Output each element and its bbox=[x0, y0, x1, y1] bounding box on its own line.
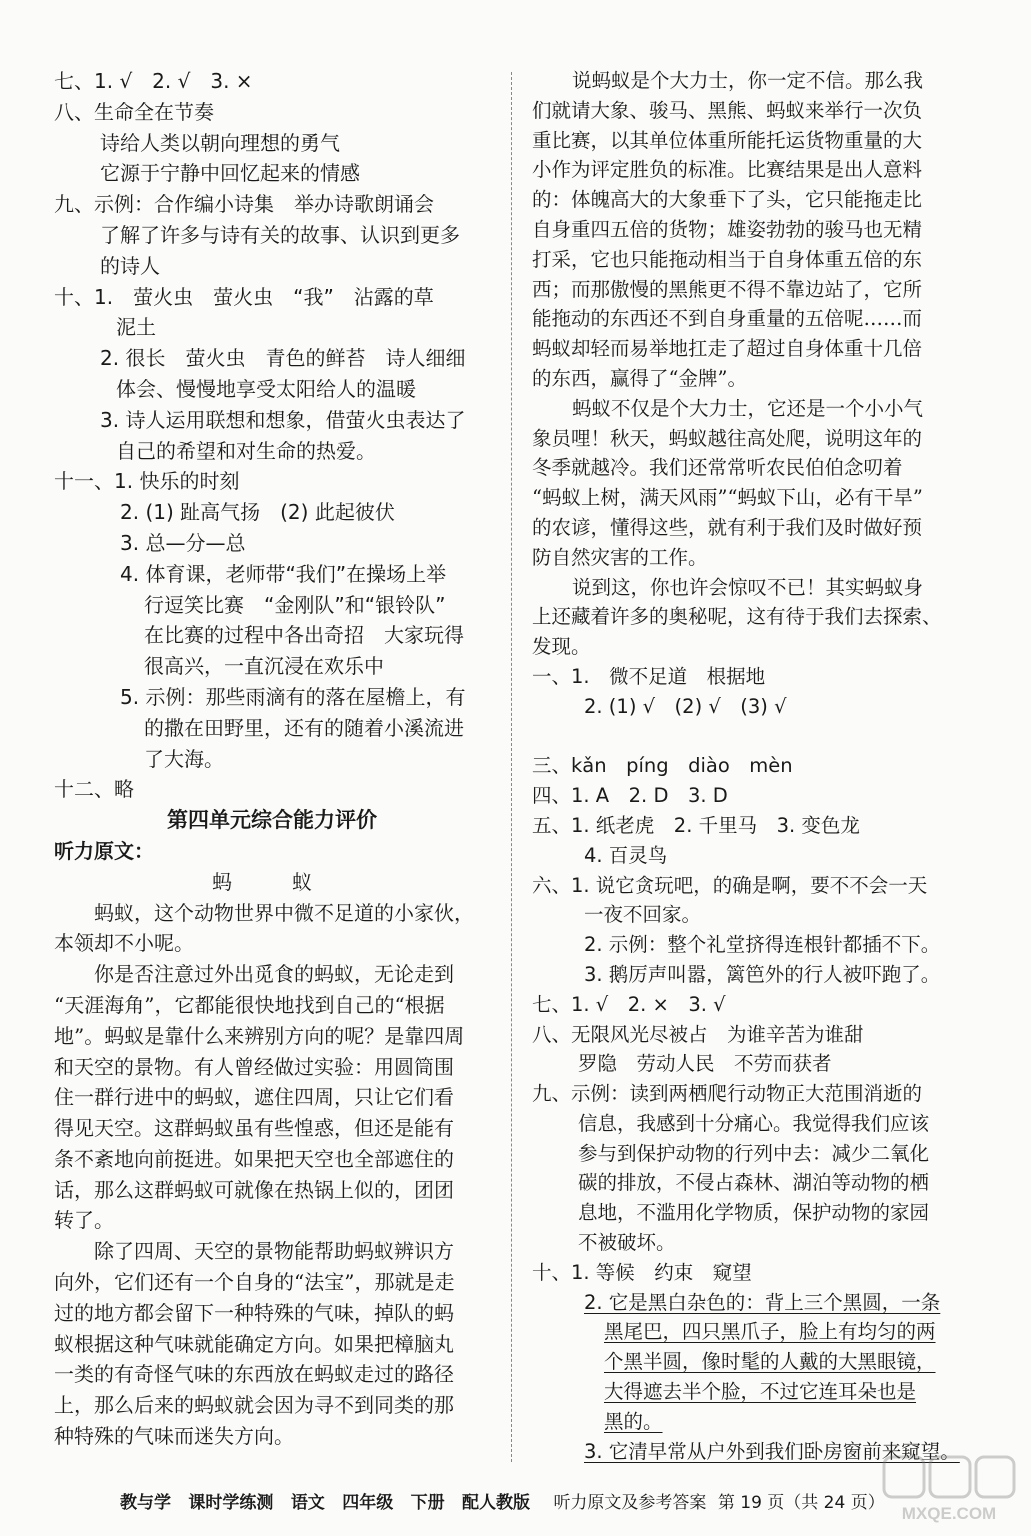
answer-a6-line: 3. 鹅厉声叫嚣，篱笆外的行人被吓跑了。 bbox=[584, 962, 941, 986]
passage-line: 们就请大象、骏马、黑熊、蚂蚁来举行一次负 bbox=[532, 98, 923, 122]
passage-line: 象员哩！秋天，蚂蚁越往高处爬，说明这年的 bbox=[532, 426, 923, 450]
answer-q9-line: 了解了许多与诗有关的故事、认识到更多 bbox=[100, 222, 460, 247]
passage-line: 能拖动的东西还不到自身重量的五倍呢……而 bbox=[532, 307, 923, 331]
passage-line: 蚂蚁不仅是个大力士，它还是一个小小气 bbox=[572, 396, 924, 420]
passage-line: 发现。 bbox=[532, 635, 591, 659]
answer-a10-underlined-line: 黑尾巴，四只黑爪子，脸上有均匀的两 bbox=[604, 1320, 936, 1344]
watermark-shape bbox=[884, 1457, 924, 1497]
passage-line: 防自然灾害的工作。 bbox=[532, 545, 708, 569]
answer-a10-underlined-line: 3. 它清早常从户外到我们卧房窗前来窥望。 bbox=[584, 1439, 960, 1463]
left-column bbox=[54, 66, 490, 1452]
answer-a1-line: 2. (1) √ (2) √ (3) √ bbox=[584, 694, 787, 718]
answer-q10-line: 泥土 bbox=[116, 315, 156, 340]
passage-line: 种特殊的气味而迷失方向。 bbox=[54, 1424, 294, 1449]
page-footer bbox=[120, 1488, 885, 1513]
answer-a10-underlined-line: 大得遮去半个脸，不过它连耳朵也是 bbox=[604, 1380, 917, 1404]
answer-q11-line: 4. 体育课，老师带“我们”在操场上举 bbox=[120, 561, 447, 586]
passage-line: 和天空的景物。有人曾经做过实验：用圆筒围 bbox=[54, 1054, 454, 1079]
answer-a10: 十、1. 等候 约束 窥望 bbox=[532, 1260, 752, 1284]
passage-line: 本领却不小呢。 bbox=[54, 931, 194, 956]
answer-a1: 一、1. 微不足道 根据地 bbox=[532, 664, 766, 688]
answer-a9-line: 信息，我感到十分痛心。我觉得我们应该 bbox=[578, 1111, 930, 1135]
answer-q8-line: 它源于宁静中回忆起来的情感 bbox=[100, 161, 360, 186]
footer-grade: 四年级 bbox=[342, 1493, 394, 1513]
answer-q10-line: 2. 很长 萤火虫 青色的鲜苔 诗人细细 bbox=[100, 346, 466, 371]
right-column bbox=[532, 66, 980, 1466]
passage-line: 打采，它也只能拖动相当于自身体重五倍的东 bbox=[532, 247, 923, 271]
answer-q10-line: 自己的希望和对生命的热爱。 bbox=[116, 438, 376, 463]
passage-line: 西；而那傲慢的黑熊更不得不靠边站了，它所 bbox=[532, 277, 923, 301]
answer-a9-line: 息地，不滥用化学物质，保护动物的家园 bbox=[578, 1201, 930, 1225]
answer-q12: 十二、略 bbox=[54, 777, 134, 802]
passage-line: 上还藏着许多的奥秘呢，这有待于我们去探索、 bbox=[532, 605, 942, 629]
passage-line: 得见天空。这群蚂蚁虽有些惶惑，但还是能有 bbox=[54, 1116, 454, 1141]
answer-q11-line: 在比赛的过程中各出奇招 大家玩得 bbox=[144, 623, 464, 648]
answer-a9-line: 碳的排放，不侵占森林、湖泊等动物的栖 bbox=[578, 1171, 930, 1195]
answer-q10-line: 3. 诗人运用联想和想象，借萤火虫表达了 bbox=[100, 407, 466, 432]
passage-line: 条不紊地向前挺进。如果把天空也全部遮住的 bbox=[54, 1146, 454, 1171]
answer-a9: 九、示例：读到两栖爬行动物正大范围消逝的 bbox=[532, 1082, 923, 1106]
passage-line: 的农谚，懂得这些，就有利于我们及时做好预 bbox=[532, 515, 923, 539]
answer-a7: 七、1. √ 2. × 3. √ bbox=[532, 992, 726, 1016]
footer-edition: 配人教版 bbox=[462, 1493, 531, 1513]
passage-line: 一类的有奇怪气味的东西放在蚂蚁走过的路径 bbox=[54, 1362, 454, 1387]
answer-q11-line: 5. 示例：那些雨滴有的落在屋檐上，有 bbox=[120, 684, 466, 709]
passage-line: 话，那么这群蚂蚁可就像在热锅上似的，团团 bbox=[54, 1177, 454, 1202]
answer-q9: 九、示例：合作编小诗集 举办诗歌朗诵会 bbox=[54, 192, 434, 217]
answer-q11-line: 很高兴，一直沉浸在欢乐中 bbox=[144, 654, 384, 679]
passage-line: 小作为评定胜负的标准。比赛结果是出人意料 bbox=[532, 158, 923, 182]
passage-line: 你是否注意过外出觅食的蚂蚁，无论走到 bbox=[94, 962, 454, 987]
answer-a5-line: 4. 百灵鸟 bbox=[584, 843, 668, 867]
answer-q9-line: 的诗人 bbox=[100, 253, 160, 278]
footer-subject: 语文 bbox=[290, 1493, 325, 1513]
answer-q11-line: 行逗笑比赛 “金刚队”和“银铃队” bbox=[144, 592, 446, 617]
watermark-shape bbox=[930, 1457, 970, 1497]
passage-line: “天涯海角”，它都能很快地找到自己的“根据 bbox=[54, 992, 445, 1017]
answer-a10-underlined-line: 黑的。 bbox=[604, 1409, 663, 1433]
passage-line: “蚂蚁上树，满天风雨”“蚂蚁下山，必有干旱” bbox=[532, 486, 923, 510]
answer-a4: 四、1. A 2. D 3. D bbox=[532, 784, 728, 808]
answer-q7: 七、1. √ 2. √ 3. × bbox=[54, 69, 253, 93]
footer-section: 听力原文及参考答案 bbox=[553, 1493, 707, 1513]
story-title: 蚂 蚁 bbox=[212, 869, 332, 894]
answer-a5: 五、1. 纸老虎 2. 千里马 3. 变色龙 bbox=[532, 813, 860, 837]
passage-line: 的：体魄高大的大象垂下了头，它只能拖走比 bbox=[532, 188, 923, 212]
watermark-shape bbox=[976, 1457, 1014, 1497]
watermark-text: MXQE.COM bbox=[901, 1504, 997, 1523]
passage-line: 蚂蚁，这个动物世界中微不足道的小家伙， bbox=[94, 900, 474, 925]
passage-line: 蚁根据这种气味就能确定方向。如果把樟脑丸 bbox=[54, 1331, 454, 1356]
passage-line: 的东西，赢得了“金牌”。 bbox=[532, 366, 747, 390]
answer-a8: 八、无限风光尽被占 为谁辛苦为谁甜 bbox=[532, 1022, 864, 1046]
answer-a9-line: 不被破坏。 bbox=[578, 1231, 676, 1255]
listening-passage-continued bbox=[532, 66, 980, 662]
footer-series: 课时学练测 bbox=[188, 1493, 274, 1513]
passage-line: 重比赛，以其单位体重所能托运货物重量的大 bbox=[532, 128, 923, 152]
answer-a9-line: 参与到保护动物的行列中去：减少二氧化 bbox=[578, 1141, 930, 1165]
passage-line: 上，那么后来的蚂蚁就会因为寻不到同类的那 bbox=[54, 1393, 454, 1418]
unit-title: 第四单元综合能力评价 bbox=[167, 808, 377, 833]
passage-line: 蚂蚁却轻而易举地扛走了超过自身体重十几倍 bbox=[532, 337, 923, 361]
passage-line: 除了四周、天空的景物能帮助蚂蚁辨识方 bbox=[94, 1239, 454, 1264]
footer-publisher: 教与学 bbox=[120, 1493, 171, 1513]
passage-line: 冬季就越冷。我们还常常听农民伯伯念叨着 bbox=[532, 456, 903, 480]
answer-a2 bbox=[532, 722, 980, 752]
passage-line: 说蚂蚁是个大力士，你一定不信。那么我 bbox=[572, 69, 924, 92]
passage-line: 自身重四五倍的货物；雄姿勃勃的骏马也无精 bbox=[532, 217, 923, 241]
answer-q11-line: 3. 总—分—总 bbox=[120, 530, 246, 555]
listening-passage bbox=[54, 898, 490, 1452]
footer-page-number: 第 19 页（共 24 页） bbox=[717, 1493, 885, 1513]
answer-q11-line: 的撒在田野里，还有的随着小溪流进 bbox=[144, 715, 464, 740]
answer-q8-line: 诗给人类以朝向理想的勇气 bbox=[100, 130, 340, 155]
answer-a6-line: 2. 示例：整个礼堂挤得连根针都插不下。 bbox=[584, 933, 941, 957]
answer-q11-line: 2. (1) 趾高气扬 (2) 此起彼伏 bbox=[120, 500, 395, 525]
passage-line: 地”。蚂蚁是靠什么来辨别方向的呢？是靠四周 bbox=[54, 1023, 465, 1048]
passage-line: 向外，它们还有一个自身的“法宝”，那就是走 bbox=[54, 1270, 455, 1295]
passage-line: 说到这，你也许会惊叹不已！其实蚂蚁身 bbox=[572, 575, 924, 599]
answer-a6-line: 一夜不回家。 bbox=[584, 903, 702, 927]
answer-a10-underlined-line: 2. 它是黑白杂色的：背上三个黑圆，一条 bbox=[584, 1290, 941, 1314]
answer-q8-title: 八、生命全在节奏 bbox=[54, 99, 214, 124]
passage-line: 过的地方都会留下一种特殊的气味，掉队的蚂 bbox=[54, 1300, 454, 1325]
column-divider bbox=[511, 72, 512, 1462]
answer-a8-line: 罗隐 劳动人民 不劳而获者 bbox=[578, 1052, 832, 1076]
answer-q10: 十、1. 萤火虫 萤火虫 “我” 沾露的草 bbox=[54, 284, 434, 309]
passage-line: 转了。 bbox=[54, 1208, 114, 1233]
answer-a3: 三、kǎn píng diào mèn bbox=[532, 754, 793, 778]
watermark-logo-icon bbox=[880, 1455, 1018, 1527]
footer-volume: 下册 bbox=[410, 1493, 445, 1513]
passage-line: 住一群行进中的蚂蚁，遮住四周，只让它们看 bbox=[54, 1085, 454, 1110]
answer-q11: 十一、1. 快乐的时刻 bbox=[54, 469, 240, 494]
answer-q11-line: 了大海。 bbox=[144, 746, 224, 771]
answer-a10-underlined-line: 个黑半圆，像时髦的人戴的大黑眼镜， bbox=[604, 1350, 936, 1374]
answer-a6: 六、1. 说它贪玩吧，的确是啊，要不不会一天 bbox=[532, 873, 928, 897]
listening-label: 听力原文： bbox=[54, 838, 154, 863]
answer-q10-line: 体会、慢慢地享受太阳给人的温暖 bbox=[116, 376, 416, 401]
